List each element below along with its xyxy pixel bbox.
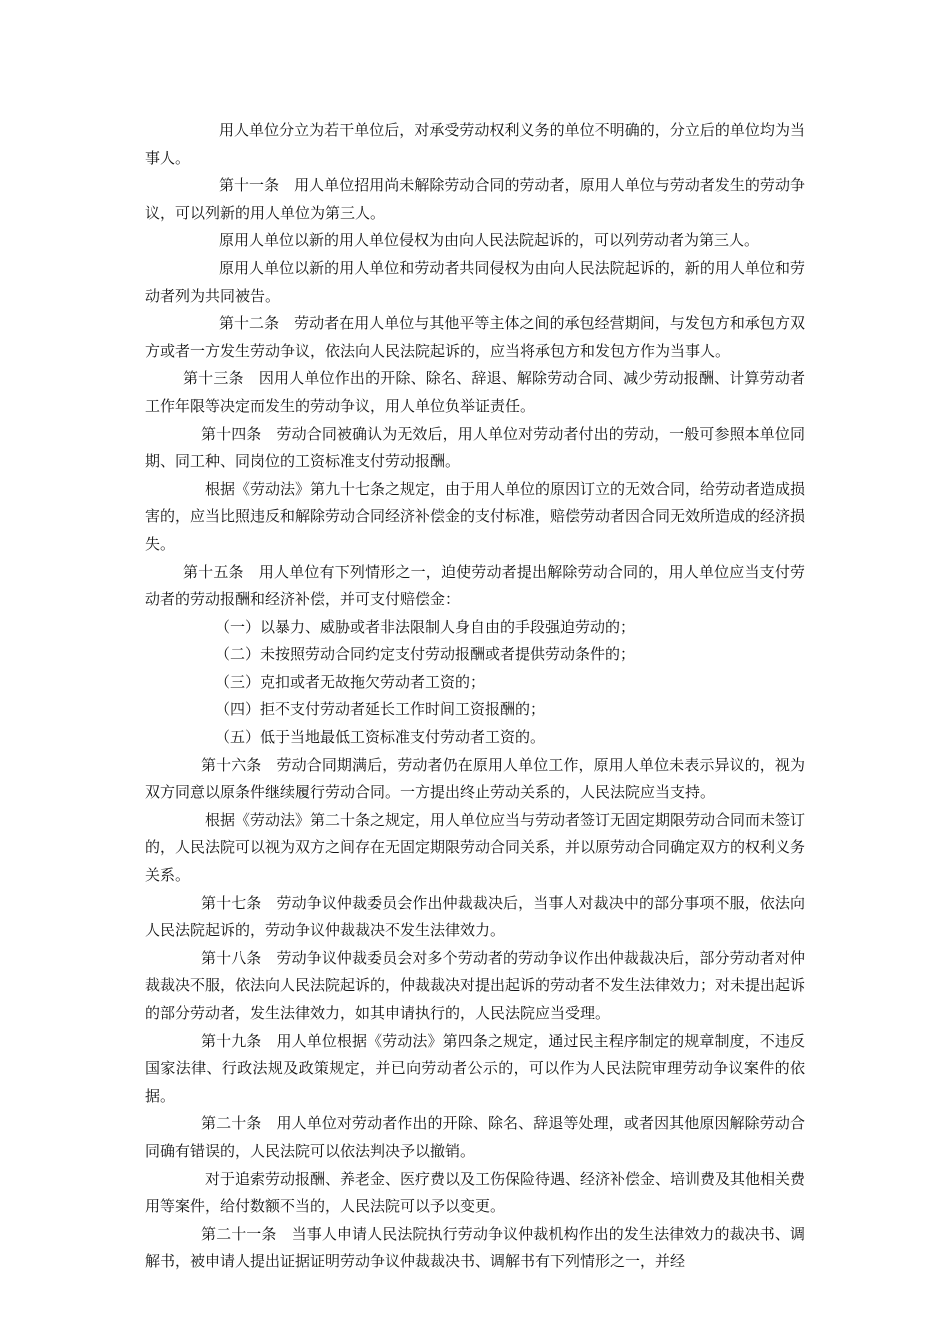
list-item: （二）未按照劳动合同约定支付劳动报酬或者提供劳动条件的； (215, 645, 636, 664)
paragraph: 原用人单位以新的用人单位侵权为由向人民法院起诉的，可以列劳动者为第三人。 (219, 231, 760, 250)
article-11: 第十一条 用人单位招用尚未解除劳动合同的劳动者，原用人单位与劳动者发生的劳动争议，可以列新的用人单位为第三人。 (145, 176, 805, 222)
paragraph: 用人单位分立为若干单位后，对承受劳动权利义务的单位不明确的，分立后的单位均为当事人。 (145, 121, 805, 167)
paragraph: 原用人单位以新的用人单位和劳动者共同侵权为由向人民法院起诉的，新的用人单位和劳动者列为共同被告。 (145, 258, 805, 305)
list-item: （五）低于当地最低工资标准支付劳动者工资的。 (215, 728, 546, 747)
list-item: （四）拒不支付劳动者延长工作时间工资报酬的； (215, 700, 546, 719)
article-18: 第十八条 劳动争议仲裁委员会对多个劳动者的劳动争议作出仲裁裁决后，部分劳动者对仲裁裁决不服，依法向人民法院起诉的，仲裁裁决对提出起诉的劳动者不发生法律效力；对未提出起诉的部分劳动者，发生法律效力，如其申请执行的，人民法院应当受理。 (145, 948, 806, 1022)
article-19: 第十九条 用人单位根据《劳动法》第四条之规定，通过民主程序制定的规章制度，不违反国家法律、行政法规及政策规定，并已向劳动者公示的，可以作为人民法院审理劳动争议案件的依据。 (145, 1031, 805, 1105)
list-item: （一）以暴力、威胁或者非法限制人身自由的手段强迫劳动的； (215, 617, 636, 636)
article-20: 第二十条 用人单位对劳动者作出的开除、除名、辞退等处理，或者因其他原因解除劳动合同确有错误的，人民法院可以依法判决予以撤销。 (145, 1114, 805, 1160)
document-body (145, 117, 805, 1276)
article-15: 第十五条 用人单位有下列情形之一，迫使劳动者提出解除劳动合同的，用人单位应当支付劳动者的劳动报酬和经济补偿，并可支付赔偿金： (145, 562, 805, 609)
article-14: 第十四条 劳动合同被确认为无效后，用人单位对劳动者付出的劳动，一般可参照本单位同期、同工种、同岗位的工资标准支付劳动报酬。 (145, 424, 805, 471)
article-16: 第十六条 劳动合同期满后，劳动者仍在原用人单位工作，原用人单位未表示异议的，视为双方同意以原条件继续履行劳动合同。一方提出终止劳动关系的，人民法院应当支持。 (145, 755, 805, 802)
paragraph: 根据《劳动法》第九十七条之规定，由于用人单位的原因订立的无效合同，给劳动者造成损害的，应当比照违反和解除劳动合同经济补偿金的支付标准，赔偿劳动者因合同无效所造成的经济损失。 (145, 479, 806, 553)
article-17: 第十七条 劳动争议仲裁委员会作出仲裁裁决后，当事人对裁决中的部分事项不服，依法向人民法院起诉的，劳动争议仲裁裁决不发生法律效力。 (145, 893, 805, 940)
list-item: （三）克扣或者无故拖欠劳动者工资的； (215, 672, 486, 691)
article-21: 第二十一条 当事人申请人民法院执行劳动争议仲裁机构作出的发生法律效力的裁决书、调解书，被申请人提出证据证明劳动争议仲裁裁决书、调解书有下列情形之一，并经 (145, 1224, 805, 1271)
article-12: 第十二条 劳动者在用人单位与其他平等主体之间的承包经营期间，与发包方和承包方双方或者一方发生劳动争议，依法向人民法院起诉的，应当将承包方和发包方作为当事人。 (145, 314, 805, 360)
paragraph: 对于追索劳动报酬、养老金、医疗费以及工伤保险待遇、经济补偿金、培训费及其他相关费用等案件，给付数额不当的，人民法院可以予以变更。 (145, 1169, 806, 1216)
paragraph: 根据《劳动法》第二十条之规定，用人单位应当与劳动者签订无固定期限劳动合同而未签订的，人民法院可以视为双方之间存在无固定期限劳动合同关系，并以原劳动合同确定双方的权利义务关系。 (145, 810, 806, 885)
article-13: 第十三条 因用人单位作出的开除、除名、辞退、解除劳动合同、减少劳动报酬、计算劳动者工作年限等决定而发生的劳动争议，用人单位负举证责任。 (145, 369, 805, 415)
